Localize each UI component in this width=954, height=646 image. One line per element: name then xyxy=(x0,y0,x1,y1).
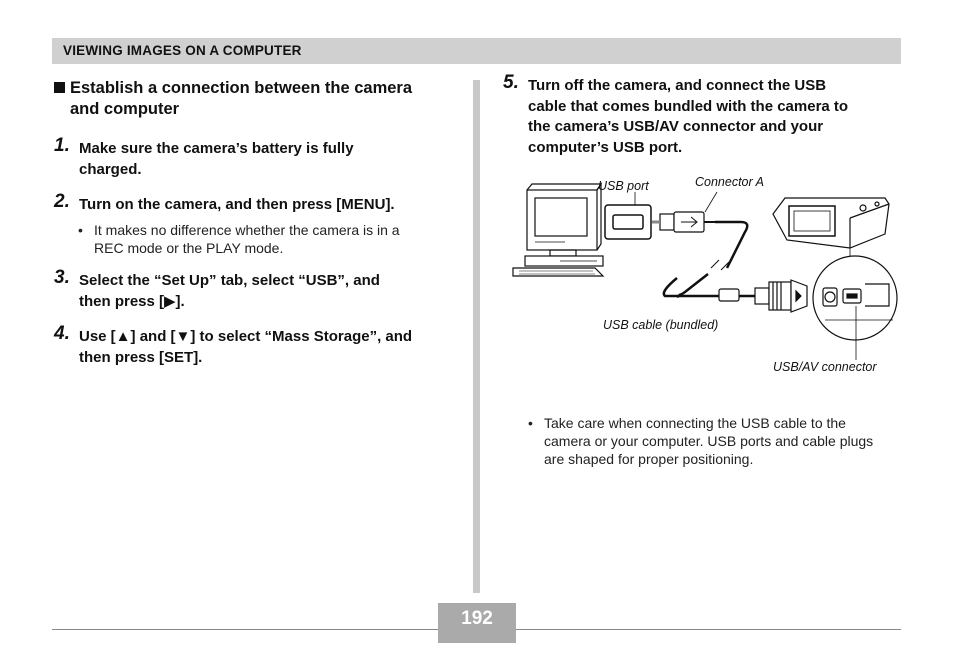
section-heading xyxy=(54,78,454,120)
usb-av-plug-icon xyxy=(755,280,807,312)
usb-port-icon xyxy=(605,205,651,239)
connection-illustration xyxy=(505,170,905,380)
column-divider xyxy=(473,80,480,593)
note-line: REC mode or the PLAY mode. xyxy=(94,240,284,256)
step-text-line: charged. xyxy=(79,160,142,178)
step-text-line: Select the “Set Up” tab, select “USB”, and xyxy=(79,272,380,289)
note-line: Take care when connecting the USB cable to the xyxy=(544,415,846,431)
step-text-line: Turn on the camera, and then press [MENU]. xyxy=(79,196,395,213)
bullet-icon: • xyxy=(78,222,83,238)
connector-a-icon xyxy=(660,212,715,232)
usb-port-label: USB port xyxy=(598,179,649,193)
step-text-line: the camera’s USB/AV connector and your xyxy=(528,118,824,135)
step-text-line: cable that comes bundled with the camera to xyxy=(528,97,849,115)
zoom-detail-icon xyxy=(813,256,897,340)
computer-base-icon xyxy=(513,256,603,276)
note-line: are shaped for proper positioning. xyxy=(544,451,754,467)
connector-a-pointer-line xyxy=(705,192,717,212)
header-bar xyxy=(52,38,901,64)
section-heading-line2: and computer xyxy=(70,100,180,118)
step-number: 4. xyxy=(54,323,70,344)
ferrite-core xyxy=(719,289,739,301)
step-text-line: then press [▶]. xyxy=(79,292,185,310)
section-heading-line1: Establish a connection between the camera xyxy=(70,79,413,97)
page-header-title: VIEWING IMAGES ON A COMPUTER xyxy=(63,43,302,58)
page-number-box xyxy=(438,603,516,643)
camera-icon xyxy=(773,198,889,248)
step-number: 5. xyxy=(503,72,519,93)
usb-connection-diagram xyxy=(505,170,905,385)
step-text-line: Make sure the camera’s battery is fully xyxy=(79,140,354,157)
step-number: 2. xyxy=(54,191,70,212)
note-line: It makes no difference whether the camera is in a xyxy=(94,222,400,238)
bullet-icon: • xyxy=(528,415,533,431)
connector-a-label: Connector A xyxy=(695,175,765,189)
step-text-line: computer’s USB port. xyxy=(528,138,683,156)
step-text-line: Turn off the camera, and connect the USB xyxy=(528,77,827,94)
usb-cable-label: USB cable (bundled) xyxy=(603,318,719,332)
computer-monitor-icon xyxy=(527,184,601,256)
step-number: 1. xyxy=(54,135,70,156)
usb-cable xyxy=(715,222,747,268)
page-number: 192 xyxy=(461,608,493,629)
step-text-line: Use [▲] and [▼] to select “Mass Storage”, and xyxy=(79,328,413,345)
step-text-line: then press [SET]. xyxy=(79,348,203,366)
usb-av-connector-label: USB/AV connector xyxy=(773,360,877,374)
square-bullet-icon xyxy=(54,82,65,93)
note-line: camera or your computer. USB ports and cable plugs xyxy=(544,433,874,449)
step-number: 3. xyxy=(54,267,70,288)
